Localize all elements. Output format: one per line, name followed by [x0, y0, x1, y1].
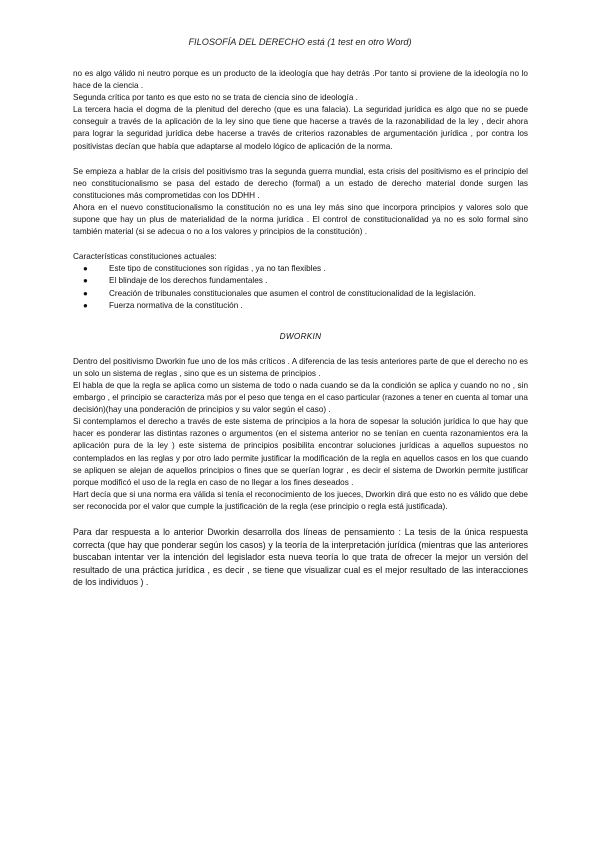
- list-item-text: Este tipo de constituciones son rígidas , ya no tan flexibles .: [109, 264, 326, 274]
- body-paragraph: no es algo válido ni neutro porque es un producto de la ideología que hay detrás .Por tanto si proviene de la ideología no lo hace de la ciencia .: [73, 69, 528, 91]
- features-heading: Características constituciones actuales:: [73, 252, 217, 262]
- list-item: [73, 300, 528, 312]
- body-paragraph: La tercera hacia el dogma de la plenitud del derecho (que es una falacia). La seguridad jurídica es algo que no se puede conseguir a través de la aplicación de la ley sino que tiene que hacerse a través de la razonabilidad de la ley , decir ahora para lograr la seguridad jurídica debe hacerse a través de criterios razonables de argumentación jurídica , por contra los positivistas decían que había que adaptarse al modelo lógico de aplicación de la norma.: [73, 105, 528, 151]
- page-header: FILOSOFÍA DEL DERECHO está (1 test en otro Word): [188, 37, 412, 47]
- list-item-text: El blindaje de los derechos fundamentales .: [109, 276, 268, 286]
- bullet-icon: ●: [83, 300, 88, 310]
- list-item-text: Creación de tribunales constitucionales que asumen el control de constitucionalidad de la legislación.: [109, 288, 476, 298]
- body-paragraph: Ahora en el nuevo constitucionalismo la constitución no es una ley más sino que incorpora principios y valores solo que supone que hay un plus de materialidad de la norma jurídica . El control de constitucionalidad ya no es solo formal sino también material (si se adecua o no a los valores y principios de la constitución) .: [73, 202, 528, 237]
- list-item: [73, 288, 528, 300]
- bullet-icon: ●: [83, 276, 88, 286]
- body-paragraph: Para dar respuesta a lo anterior Dworkin desarrolla dos líneas de pensamiento : La tesis de la única respuesta correcta (que hay que ponderar según los casos) y la teoría de la interpretación jurídica (mientras que las anteriores buscaban intentar ver la intención del legislador esta nueva teoría lo que trata de ofrecer la mejor un versión del resultado de una práctica jurídica , es decir , se tiene que visualizar cual es el mejor resultado de las interacciones de los individuos ) .: [73, 527, 528, 588]
- body-paragraph: Segunda crítica por tanto es que esto no se trata de ciencia sino de ideología .: [73, 93, 358, 103]
- body-paragraph: Dentro del positivismo Dworkin fue uno de los más críticos . A diferencia de las tesis anteriores parte de que el derecho no es un solo un sistema de reglas , sino que es un sistema de principios .: [73, 356, 528, 378]
- bullet-icon: ●: [83, 264, 88, 274]
- list-item: [73, 263, 528, 275]
- section-title: DWORKIN: [279, 331, 322, 341]
- list-item-text: Fuerza normativa de la constitución .: [109, 300, 243, 310]
- list-item: [73, 275, 528, 287]
- body-paragraph: Se empieza a hablar de la crisis del positivismo tras la segunda guerra mundial, esta crisis del positivismo es el principio del neo constitucionalismo se pasa del estado de derecho (formal) a un estado de derecho material donde surgen las constituciones más comprometidas con los DDHH .: [73, 166, 528, 200]
- document-body: [73, 68, 528, 589]
- body-paragraph: Hart decía que si una norma era válida si tenía el reconocimiento de los jueces, Dworkin dirá que esto no es válido que debe ser reconocida por el valor que cumple la justificación de la regla (ese principio o regla está justificada).: [73, 489, 528, 511]
- features-list: [73, 263, 528, 311]
- body-paragraph: El habla de que la regla se aplica como un sistema de todo o nada cuando se da la condición se aplica y cuando no no , sin embargo , el principio se caracteriza más por el peso que tenga en el caso particular (razones a tener en cuenta al tomar una decisión)(hay una ponderación de principios y su valor según el caso) .: [73, 380, 528, 415]
- bullet-icon: ●: [83, 288, 88, 298]
- body-paragraph: Si contemplamos el derecho a través de este sistema de principios a la hora de sopesar la solución jurídica lo que hay que hacer es ponderar las distintas razones o argumentos (en el sistema anterior no se tenían en cuenta razonamientos era la aplicación pura de la ley ) este sistema de principios posibilita encontrar soluciones jurídicas a aquellos supuestos no contemplados en las reglas y por otro lado permite justificar la modificación de la regla en aquellos casos en los que cuando se apliquen se alejan de aquellos principios o fines que se querían lograr , es decir el sistema de Dworkin permite justificar porque modificó el uso de la regla en caso de no llegar a los fines deseados .: [73, 417, 528, 487]
